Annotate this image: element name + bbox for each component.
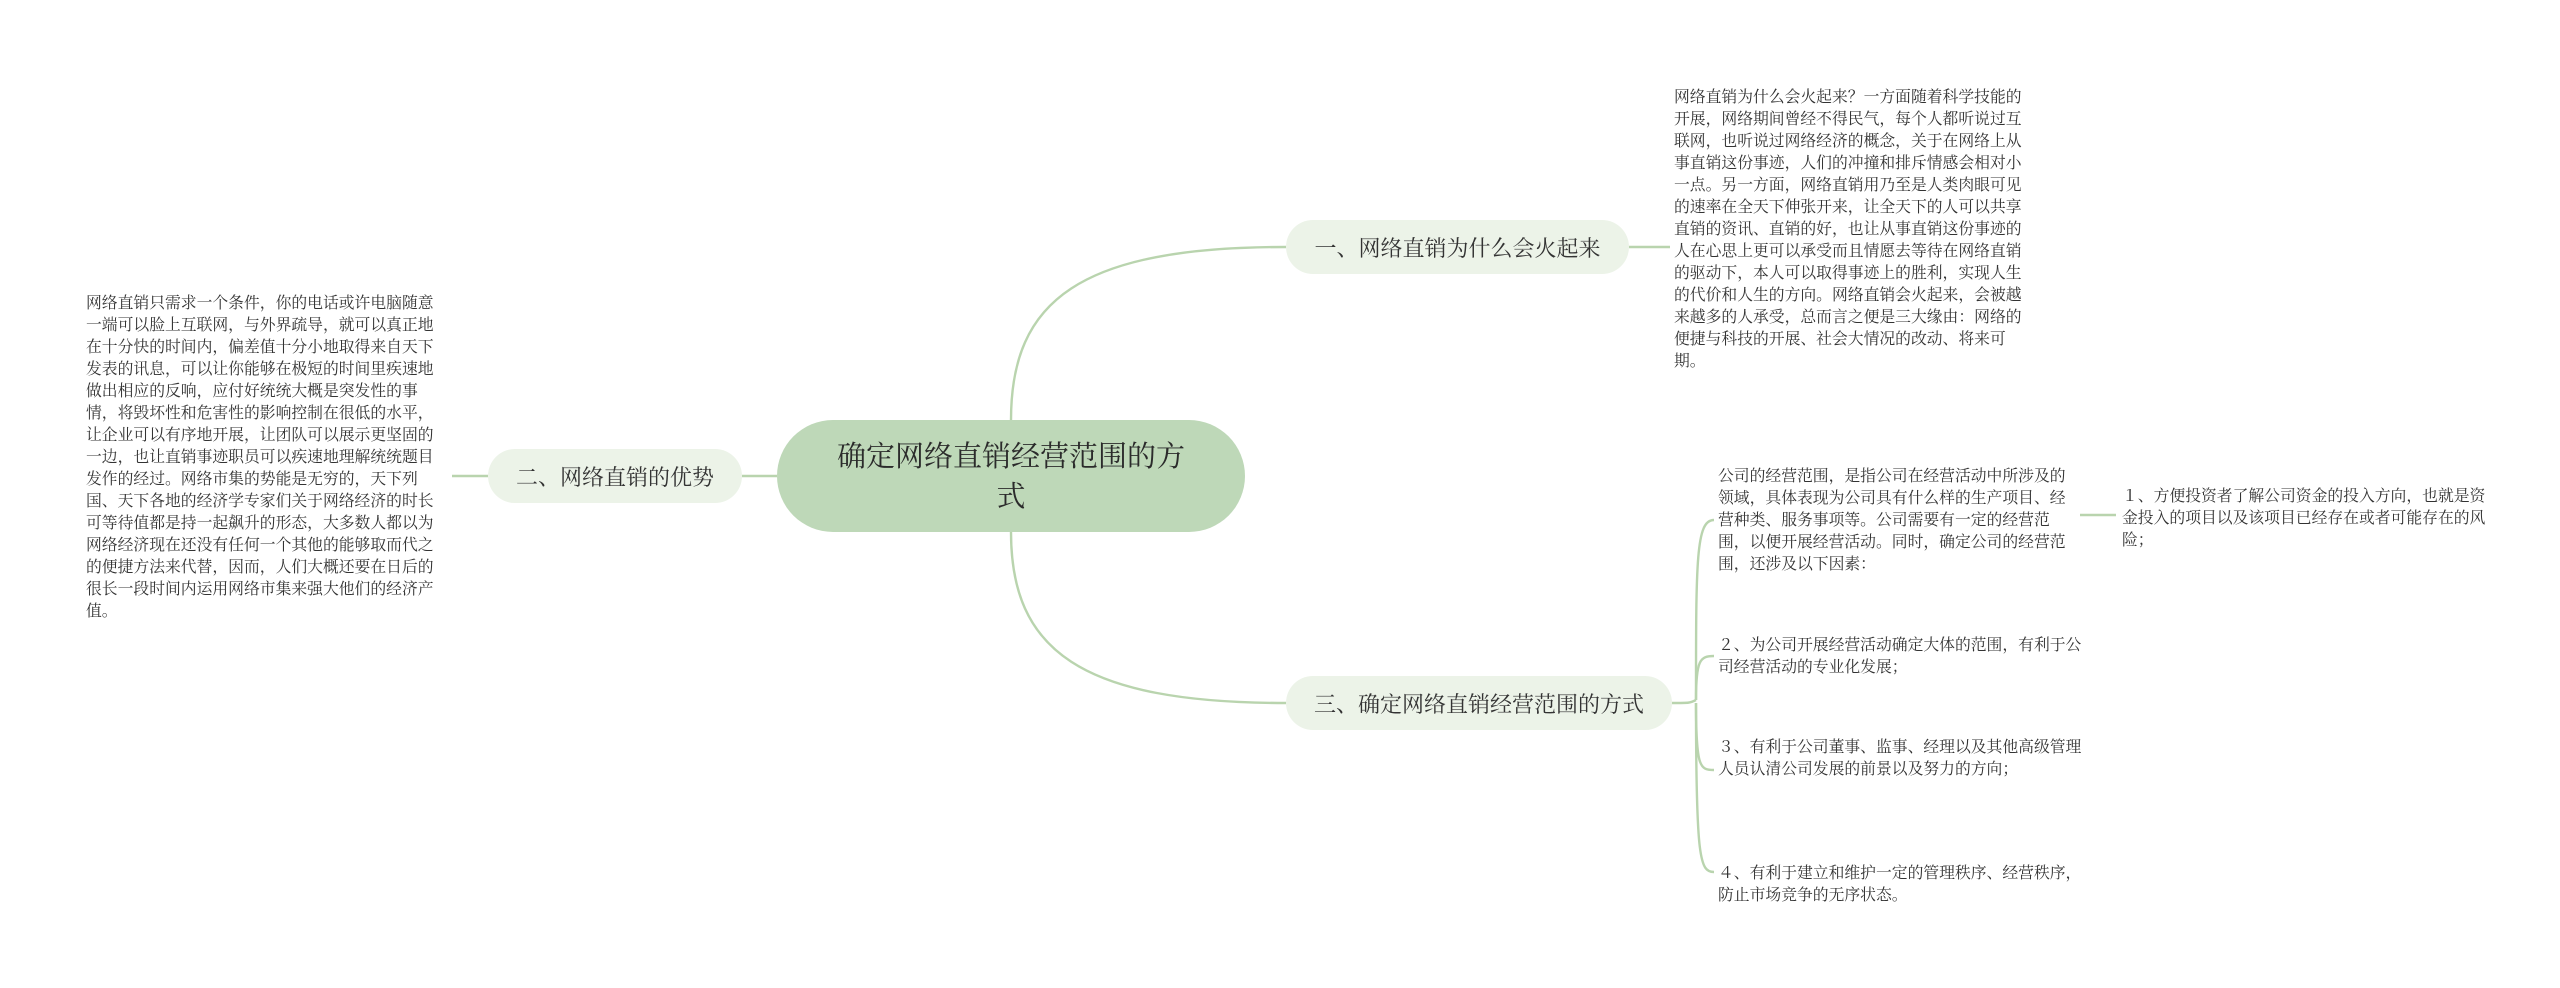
branch-2-label: 二、网络直销的优势	[515, 465, 714, 491]
root-title: 确定网络直销经营范围的方式	[836, 439, 1185, 513]
link-root-b3	[1011, 532, 1286, 703]
branch-1-label: 一、网络直销为什么会火起来	[1314, 236, 1601, 262]
branch-1-text[interactable]: 网络直销为什么会火起来？一方面随着科学技能的开展，网络期间曾经不得民气，每个人都听说过互联网，也听说过网络经济的概念，关于在网络上从事直销这份事迹，人们的冲撞和排斥情感会相对小一点。另一方面，网络直销用乃至是人类肉眼可见的速率在全天下伸张开来，让全天下的人可以共享直销的资讯、直销的好，也让从事直销这份事迹的人在心思上更可以承受而且情愿去等待在网络直销的驱动下，本人可以取得事迹上的胜利，实现人生的代价和人生的方向。网络直销会火起来，会被越来越多的人承受，总而言之便是三大缘由：网络的便捷与科技的开展、社会大情况的改动、将来可期。	[1674, 87, 2022, 370]
link-b3-child1	[1696, 520, 1714, 700]
link-b3-bracket	[1672, 700, 1696, 703]
branch-node-3[interactable]	[1286, 676, 1672, 730]
link-b3-child2	[1696, 656, 1714, 700]
link-b3-child3	[1696, 703, 1714, 770]
branch-3-child-1[interactable]: 公司的经营范围，是指公司在经营活动中所涉及的领域，具体表现为公司具有什么样的生产项目、经营种类、服务事项等。公司需要有一定的经营范围，以便开展经营活动。同时，确定公司的经营范围，还涉及以下因素：	[1718, 466, 2066, 573]
root-node[interactable]	[777, 420, 1245, 532]
branch-3-child-4[interactable]: ４、有利于建立和维护一定的管理秩序、经营秩序，防止市场竞争的无序状态。	[1718, 863, 2082, 904]
link-root-b1	[1011, 247, 1286, 420]
branch-2-text[interactable]: 网络直销只需求一个条件，你的电话或许电脑随意一端可以脸上互联网，与外界疏导，就可以真正地在十分快的时间内，偏差值十分小地取得来自天下发表的讯息，可以让你能够在极短的时间里疾速地做出相应的反响，应付好统统大概是突发性的事情，将毁坏性和危害性的影响控制在很低的水平，让企业可以有序地开展，让团队可以展示更坚固的一边，也让直销事迹职员可以疾速地理解统统题目发作的经过。网络市集的势能是无穷的，天下列国、天下各地的经济学专家们关于网络经济的时长可等待值都是持一起飙升的形态，大多数人都以为网络经济现在还没有任何一个其他的能够取而代之的便捷方法来代替，因而，人们大概还要在日后的很长一段时间内运用网络市集来强大他们的经济产值。	[86, 293, 434, 620]
branch-3-child-3[interactable]: ３、有利于公司董事、监事、经理以及其他高级管理人员认清公司发展的前景以及努力的方向；	[1718, 737, 2082, 778]
branch-3-child-2[interactable]: ２、为公司开展经营活动确定大体的范围，有利于公司经营活动的专业化发展；	[1718, 635, 2082, 676]
link-b3-child4	[1696, 703, 1714, 872]
branch-node-2[interactable]	[488, 449, 742, 503]
branch-3-label: 三、确定网络直销经营范围的方式	[1313, 692, 1644, 718]
branch-3-grandchild[interactable]: １、方便投资者了解公司资金的投入方向，也就是资金投入的项目以及该项目已经存在或者可能存在的风险；	[2122, 486, 2486, 549]
branch-node-1[interactable]	[1286, 220, 1629, 274]
